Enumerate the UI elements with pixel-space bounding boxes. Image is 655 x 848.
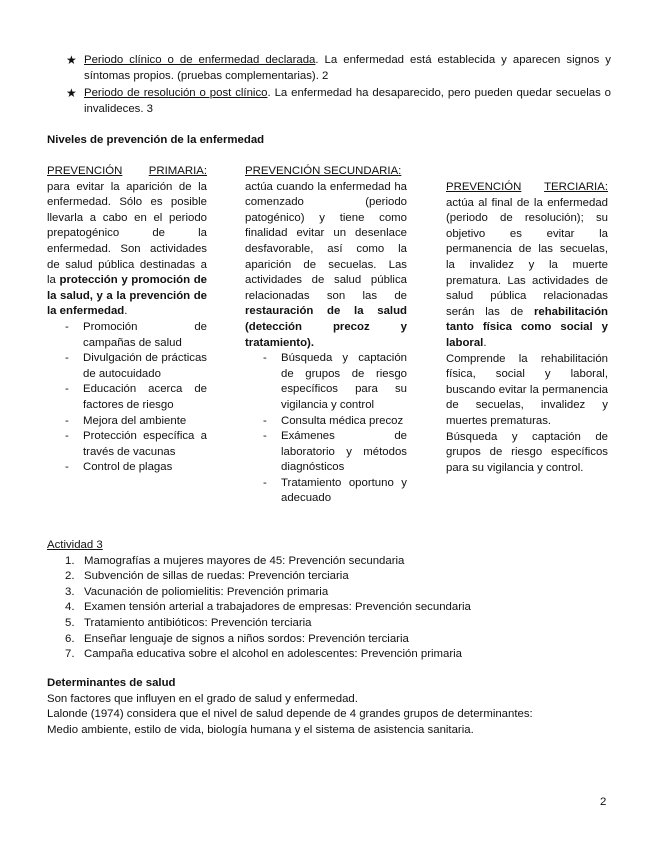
list-item: - Control de plagas — [65, 461, 173, 474]
section-heading-niveles: Niveles de prevención de la enfermedad — [47, 134, 265, 146]
list-item: - Búsqueda y captación de grupos de riesgo específicos para su vigilancia y control — [263, 352, 407, 411]
determinantes-section — [47, 676, 607, 738]
list-item: 2. Subvención de sillas de ruedas: Prevención terciaria — [65, 570, 349, 583]
star-icon: ★ — [66, 86, 77, 101]
period-list — [66, 53, 611, 117]
terciaria-title-word2: TERCIARIA: — [544, 181, 608, 193]
primaria-text: para evitar la aparición de la enfermedad. Sólo es posible llevarla a cabo en el periodo prepatogénico de la enfermedad. Son actividades de salud pública destinadas a la — [47, 180, 207, 287]
list-item: 1. Mamografías a mujeres mayores de 45: Prevención secundaria — [65, 554, 405, 567]
primaria-bold: protección y promoción de la salud, y a la prevención de la enfermedad — [47, 274, 207, 318]
column-terciaria: PREVENCIÓN TERCIARIA: actúa al final de la enfermedad (periodo de resolución); su objetivo es evitar la permanencia de las secuelas, la invalidez y la muerte prematura. Las actividades de salud pública relacionadas serán las de rehabilitación tanto física como social y laboral. Comprende la rehabilitación física, social y laboral, buscando evitar la permanencia de secuelas, invalidez y muertes prematuras. Búsqueda y captación de grupos de riesgo específicos para su vigilancia y control. — [446, 180, 608, 476]
star-item-text: . La enfermedad ha desaparecido, pero pueden quedar secuelas o invalideces. 3 — [84, 87, 612, 115]
list-item: - Mejora del ambiente — [65, 414, 187, 427]
terciaria-p2: Comprende la rehabilitación física, social y laboral, buscando evitar la permanencia de secuelas, invalidez y muertes prematuras. — [446, 352, 608, 427]
list-item: - Promoción de campañas de salud — [65, 320, 207, 349]
terciaria-bold: rehabilitación tanto física como social y laboral — [446, 305, 608, 349]
determinantes-line: Son factores que influyen en el grado de salud y enfermedad. — [47, 692, 358, 705]
star-item — [66, 86, 611, 117]
secundaria-title: PREVENCIÓN SECUNDARIA: — [245, 165, 402, 177]
star-icon: ★ — [66, 53, 77, 67]
list-item: 4. Examen tensión arterial a trabajadores de empresas: Prevención secundaria — [65, 601, 471, 614]
terciaria-p3: Búsqueda y captación de grupos de riesgo específicos para su vigilancia y control. — [446, 430, 608, 474]
actividad-title: Actividad 3 — [47, 539, 103, 551]
star-item-text: . La enfermedad está establecida y aparecen signos y síntomas propios. (pruebas complementarias). 2 — [84, 54, 611, 82]
terciaria-title — [446, 180, 608, 196]
determinantes-line: Medio ambiente, estilo de vida, biología humana y el sistema de asistencia sanitaria. — [47, 723, 474, 736]
list-item: 7. Campaña educativa sobre el alcohol en adolescentes: Prevención primaria — [65, 648, 463, 661]
primaria-title-word2: PRIMARIA: — [148, 165, 207, 177]
secundaria-bold: restauración de la salud (detección precoz y tratamiento). — [245, 305, 407, 349]
secundaria-text: actúa cuando la enfermedad ha comenzado (periodo patogénico) y tiene como finalidad evitar un desenlace desfavorable, así como la aparición de secuelas. Las actividades de salud pública relacionadas son las de — [245, 180, 407, 302]
page-number: 2 — [600, 796, 607, 808]
actividad-section — [47, 538, 607, 663]
terciaria-text: actúa al final de la enfermedad (periodo de resolución); su objetivo es evitar la permanencia de las secuelas, la invalidez y la muerte prematura. Las actividades de salud pública relacionadas serán las de — [446, 196, 608, 318]
primaria-list — [65, 320, 207, 476]
determinantes-heading: Determinantes de salud — [47, 677, 176, 689]
list-item: 6. Enseñar lenguaje de signos a niños sordos: Prevención terciaria — [65, 632, 409, 645]
terciaria-title-word1: PREVENCIÓN — [446, 181, 522, 193]
primaria-title-word1: PREVENCIÓN — [47, 165, 123, 177]
star-item-label: Periodo clínico o de enfermedad declarada — [84, 54, 316, 66]
determinantes-line: Lalonde (1974) considera que el nivel de salud depende de 4 grandes grupos de determinantes: — [47, 708, 533, 721]
list-item: - Tratamiento oportuno y adecuado — [263, 476, 407, 505]
list-item: - Divulgación de prácticas de autocuidado — [65, 352, 207, 380]
star-item-label: Periodo de resolución o post clínico — [84, 87, 268, 100]
column-secundaria — [245, 164, 407, 507]
star-item — [66, 53, 611, 84]
list-item: - Educación acerca de factores de riesgo — [65, 383, 207, 411]
column-primaria: PREVENCIÓN PRIMARIA: para evitar la aparición de la enfermedad. Sólo es posible llevarla a cabo en el periodo prepatogénico de la enfermedad. Son actividades de salud pública destinadas a la protección y promoción de la salud, y a la prevención de la enfermedad. - Promoción de campañas de salud - Divulgación de prácticas de autocuidado - Educación acerca de factores de riesgo - Mejora del ambiente - Protección específica a través de vacunas - Control de plagas — [47, 164, 207, 476]
list-item: - Protección específica a través de vacunas — [65, 430, 207, 458]
actividad-list — [47, 554, 607, 663]
primaria-title — [47, 164, 207, 180]
list-item: - Exámenes de laboratorio y métodos diagnósticos — [263, 430, 407, 474]
list-item: 3. Vacunación de poliomielitis: Prevención primaria — [65, 585, 329, 598]
list-item: 5. Tratamiento antibióticos: Prevención terciaria — [65, 616, 312, 629]
secundaria-list — [263, 351, 407, 507]
list-item: - Consulta médica precoz — [263, 414, 404, 427]
